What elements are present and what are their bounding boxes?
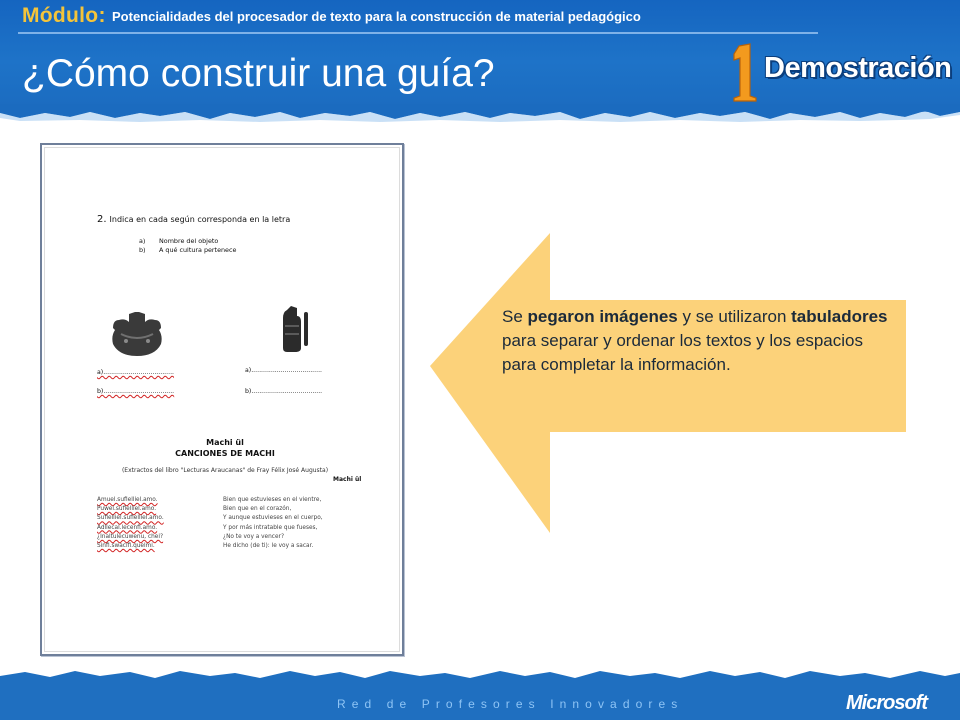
callout-part: Se: [502, 307, 528, 326]
callout-text: [502, 305, 888, 377]
demo-badge: [730, 42, 952, 104]
option-text-b: A qué cultura pertenece: [159, 246, 237, 254]
footer-torn-edge: [0, 668, 960, 684]
verse-line: Bien que estuvieses en el vientre,: [223, 497, 322, 503]
document-preview: [40, 143, 404, 656]
blank-line-right-b: b)....................................: [245, 388, 323, 395]
verse-line: Sinfi.swacifi.quelmi.: [97, 543, 155, 550]
verses-spanish: [223, 496, 323, 551]
verse-line: Puwel.sufielliel.amo.: [97, 506, 157, 513]
extract-note: (Extractos del libro "Lecturas Araucanas" de Fray Félix José Augusta): [121, 467, 329, 474]
number-one-icon: [730, 42, 758, 102]
document-page: [44, 147, 400, 652]
callout-emphasis-tabs: tabuladores: [791, 307, 888, 326]
network-footer-text: Red de Profesores Innovadores: [337, 697, 684, 711]
verse-line: Y aunque estuvieses en el cuerpo,: [223, 515, 323, 522]
blank-line-left-b: b)....................................: [97, 388, 175, 395]
module-title: Potencialidades del procesador de texto para la construcción de material pedagógico: [112, 9, 641, 24]
verse-line: Adllecal.lecenfi.amo.: [97, 524, 158, 531]
microsoft-logo: Microsoft: [846, 692, 927, 714]
option-letter-a: a): [139, 237, 146, 245]
verse-line: ¿Inaltulecuwenu, chei?: [97, 533, 164, 540]
verse-line: ¿No te voy a vencer?: [223, 533, 285, 540]
callout-part: para separar y ordenar los textos y los espacios para completar la información.: [502, 331, 863, 374]
clay-jar-image: [109, 308, 165, 358]
question-heading: [97, 214, 290, 225]
page-title: ¿Cómo construir una guía?: [22, 52, 495, 95]
header-banner: [0, 0, 960, 112]
module-label: Módulo:: [22, 4, 106, 27]
verse-line: Amuel.sufielliel.amo.: [97, 497, 158, 503]
option-letter-b: b): [139, 246, 146, 254]
demo-title: Demostración: [764, 52, 952, 84]
song-heading: Machi ül: [206, 438, 244, 447]
question-text: Indica en cada según corresponda en la letra: [109, 215, 291, 224]
callout-emphasis-images: pegaron imágenes: [527, 307, 678, 326]
verse-line: Y por más intratable que fueses,: [223, 524, 318, 531]
verse-line: Sufielliel.sufielliel.amo.: [97, 515, 164, 522]
callout-arrow-shape: [430, 233, 906, 533]
header-divider: [18, 32, 818, 34]
blank-line-left-a: a)....................................: [97, 369, 175, 376]
footer-banner: [0, 680, 960, 720]
question-number: 2.: [97, 214, 107, 225]
option-text-a: Nombre del objeto: [159, 237, 219, 245]
woven-bag-image: [279, 304, 311, 354]
header-torn-edge: [0, 104, 960, 126]
callout-part: y se utilizaron: [677, 307, 792, 326]
verse-line: He dicho (de ti): le voy a sacar.: [223, 543, 314, 550]
blank-line-right-a: a)....................................: [245, 367, 323, 374]
song-subheading: CANCIONES DE MACHI: [175, 449, 275, 458]
verse-line: Bien que en el corazón,: [223, 506, 292, 513]
verses-mapudungun: [97, 496, 164, 551]
machi-label: Machi ül: [333, 476, 362, 483]
